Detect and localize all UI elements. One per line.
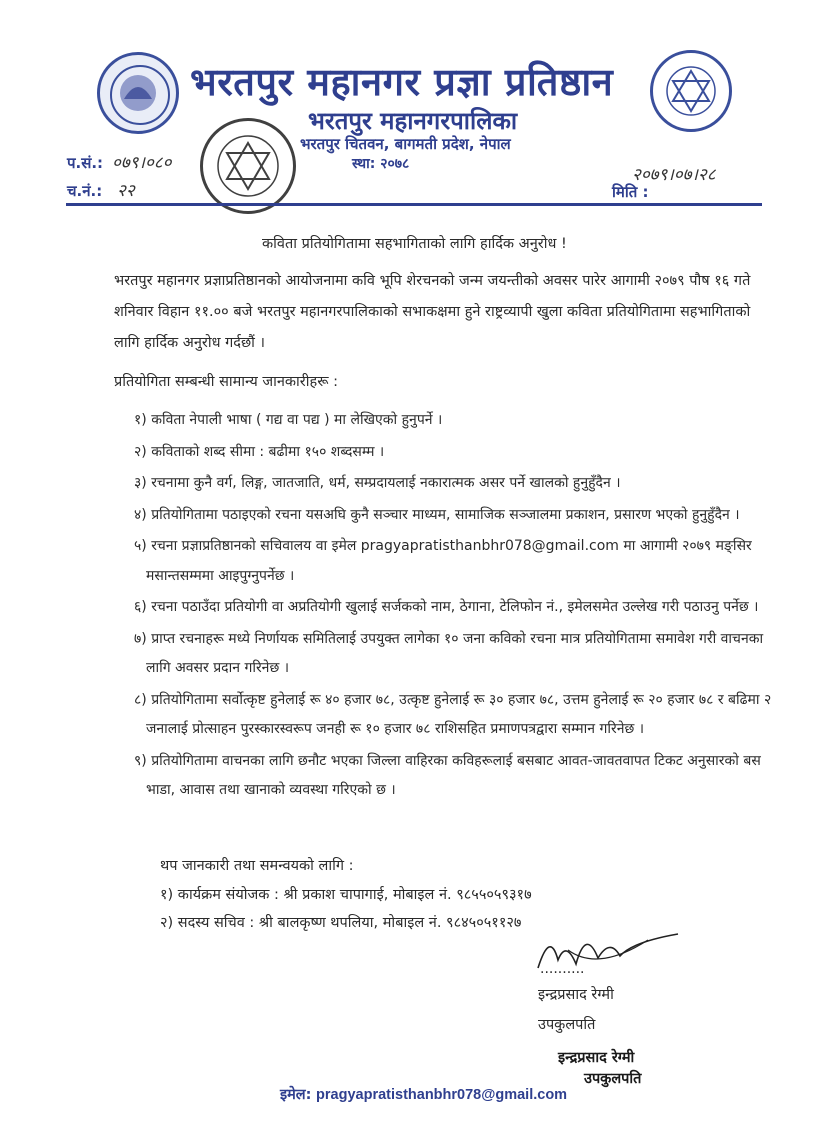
list-item: ७) प्राप्त रचनाहरू मध्ये निर्णायक समितिलाई उपयुक्त लागेका १० जना कविको रचना मात्र प्रतियोगितामा समावेश गरी वाचनका लागि अवसर प्रदान गरिनेछ । <box>134 630 764 676</box>
list-item: ६) रचना पठाउँदा प्रतियोगी वा अप्रतियोगी खुलाई सर्जकको नाम, ठेगाना, टेलिफोन नं., इमेलसमेत उल्लेख गरी पठाउनु पर्नेछ । <box>134 599 759 615</box>
dispatch-label: च.नं.: <box>67 182 103 200</box>
signatory-name: इन्द्रप्रसाद रेग्मी <box>538 987 614 1003</box>
ref-label: प.सं.: <box>67 154 104 172</box>
list-item: ५) रचना प्रज्ञाप्रतिष्ठानको सचिवालय वा इमेल pragyapratisthanbhr078@gmail.com मा आगामी २०७९ मङ्सिर मसान्तसम्ममा आइपुग्नुपर्नेछ । <box>134 538 752 584</box>
signature-line: .......... <box>540 961 585 977</box>
email-link[interactable]: pragyapratisthanbhr078@gmail.com <box>316 1087 568 1103</box>
address: भरतपुर चितवन, बागमती प्रदेश, नेपाल <box>300 135 511 153</box>
contact-line: १) कार्यक्रम संयोजक : श्री प्रकाश चापागाई, मोबाइल नं. ९८५५०५९३१७ <box>160 887 532 903</box>
contact-line: २) सदस्य सचिव : श्री बालकृष्ण थपलिया, मोबाइल नं. ९८४५०५११२७ <box>160 915 522 931</box>
signatory-title: उपकुलपति <box>538 1017 596 1033</box>
list-item: ३) रचनामा कुनै वर्ग, लिङ्ग, जातजाति, धर्म, सम्प्रदायलाई नकारात्मक असर पर्ने खालको हुनुहुँदैन । <box>134 475 621 491</box>
municipality-logo <box>97 52 179 134</box>
email-label: इमेल: <box>280 1087 312 1103</box>
organization-title: भरतपुर महानगर प्रज्ञा प्रतिष्ठान <box>190 60 614 104</box>
established-year: स्था: २०७८ <box>352 156 410 172</box>
ref-number: ०७९।०८० <box>112 153 172 173</box>
rules-list <box>134 406 774 808</box>
list-item: ९) प्रतियोगितामा वाचनका लागि छनौट भएका जिल्ला वाहिरका कविहरूलाई बसबाट आवत-जावतवापत टिकट अनुसारको बस भाडा, आवास तथा खानाको व्यवस्था गरिएको छ । <box>134 752 761 798</box>
letter-subject: कविता प्रतियोगितामा सहभागिताको लागि हार्दिक अनुरोध ! <box>262 236 567 252</box>
header-divider <box>66 203 762 206</box>
date-value: २०७९।०७।२८ <box>632 165 716 185</box>
contact-heading: थप जानकारी तथा समन्वयको लागि : <box>160 858 354 874</box>
dispatch-number: २२ <box>117 181 135 201</box>
section-heading: प्रतियोगिता सम्बन्धी सामान्य जानकारीहरू : <box>114 374 338 390</box>
academy-logo-right <box>650 50 732 132</box>
municipality-name: भरतपुर महानगरपालिका <box>308 107 518 135</box>
list-item: ४) प्रतियोगितामा पठाइएको रचना यसअघि कुनै सञ्चार माध्यम, सामाजिक सञ्जालमा प्रकाशन, प्रसारण भएको हुनुहुँदैन । <box>134 506 740 523</box>
footer-email <box>280 1084 567 1104</box>
stamp-title: उपकुलपति <box>584 1071 642 1087</box>
stamp-name: इन्द्रप्रसाद रेग्मी <box>558 1050 635 1066</box>
list-item: २) कविताको शब्द सीमा : बढीमा १५० शब्दसम्म । <box>134 443 385 460</box>
list-item: ८) प्रतियोगितामा सर्वोत्कृष्ट हुनेलाई रू ४० हजार ७८, उत्कृष्ट हुनेलाई रू ३० हजार ७८, उत्तम हुनेलाई रू २० हजार ७८ र बढिमा २ जनालाई प्रोत्साहन पुरस्कारस्वरूप जनही रू १० हजार ७८ राशिसहित प्रमाणपत्रद्वारा सम्मान गरिनेछ । <box>134 691 772 737</box>
academy-stamp <box>200 118 296 214</box>
list-item: १) कविता नेपाली भाषा ( गद्य वा पद्य ) मा लेखिएको हुनुपर्ने । <box>134 412 443 428</box>
date-label: मिति : <box>612 183 649 201</box>
intro-paragraph: भरतपुर महानगर प्रज्ञाप्रतिष्ठानको आयोजनामा कवि भूपि शेरचनको जन्म जयन्तीको अवसर पारेर आगामी २०७९ पौष १६ गते शनिवार विहान ११.०० बजे भरतपुर महानगरपालिकाको सभाकक्षमा हुने राष्ट्रव्यापी खुला कविता प्रतियोगितामा सहभागिताको लागि हार्दिक अनुरोध गर्दछौं । <box>114 273 751 351</box>
